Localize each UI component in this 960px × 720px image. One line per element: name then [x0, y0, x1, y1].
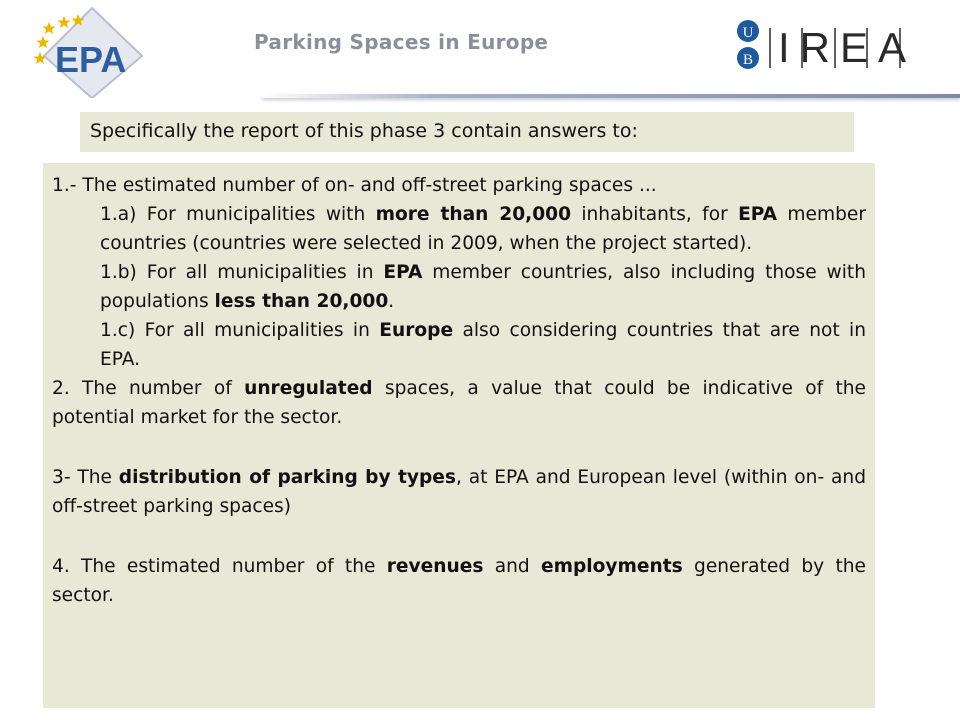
item-4-bold-1: revenues: [386, 556, 484, 577]
item-1a: [52, 200, 866, 258]
subtitle-box: [80, 112, 854, 152]
content-text: [52, 171, 866, 610]
item-3-text-1: 3- The: [52, 467, 119, 488]
header-divider: [262, 94, 960, 98]
item-1-text: 1.- The estimated number of on- and off-street parking spaces ...: [52, 175, 657, 196]
ub-logo: [736, 18, 760, 72]
item-1: [52, 171, 866, 200]
item-3-text-2: , at EPA and European level (within on- and off-street parking spaces): [52, 467, 866, 517]
item-1a-text-2: inhabitants, for: [571, 204, 739, 225]
item-1a-text-1: 1.a) For municipalities with: [100, 204, 376, 225]
item-3-bold-1: distribution of parking by types: [118, 467, 456, 488]
item-3: [52, 463, 866, 521]
item-1a-bold-2: EPA: [738, 204, 778, 225]
item-1c-bold-1: Europe: [379, 320, 454, 341]
item-4-text-3: generated by the sector.: [52, 556, 866, 606]
slide-header: [0, 0, 960, 100]
item-1b-text-1: 1.b) For all municipalities in: [100, 262, 384, 283]
epa-logo: [30, 6, 145, 98]
item-1b-bold-2: less than 20,000: [214, 291, 389, 312]
irea-logo-text: IREA: [778, 24, 917, 71]
item-1b-text-2: member countries, also including those with populations: [100, 262, 866, 312]
item-4-text-1: 4. The estimated number of the: [52, 556, 387, 577]
item-1b-bold-1: EPA: [383, 262, 423, 283]
item-2: [52, 374, 866, 432]
item-2-text-2: spaces, a value that could be indicative of the potential market for the sector.: [52, 378, 866, 428]
content-panel: [43, 163, 875, 708]
item-1a-text-3: member countries (countries were selected in 2009, when the project started).: [100, 204, 866, 254]
ub-logo-letter-b: B: [742, 52, 754, 68]
item-1b-text-3: .: [388, 291, 395, 312]
item-2-text-1: 2. The number of: [52, 378, 245, 399]
subtitle-text: Specifically the report of this phase 3 contain answers to:: [90, 120, 638, 142]
header-title: Parking Spaces in Europe: [254, 30, 549, 54]
item-1c-text-1: 1.c) For all municipalities in: [100, 320, 380, 341]
item-4: [52, 552, 866, 610]
item-1c-text-2: also considering countries that are not in EPA.: [100, 320, 866, 370]
item-2-bold-1: unregulated: [244, 378, 373, 399]
item-1a-bold-1: more than 20,000: [375, 204, 572, 225]
irea-logo: [766, 24, 917, 72]
item-4-text-2: and: [483, 556, 541, 577]
item-4-bold-2: employments: [540, 556, 683, 577]
item-1b: [52, 258, 866, 316]
ub-logo-letter-u: U: [742, 25, 754, 41]
epa-logo-text: EPA: [55, 39, 127, 80]
item-1c: [52, 316, 866, 374]
